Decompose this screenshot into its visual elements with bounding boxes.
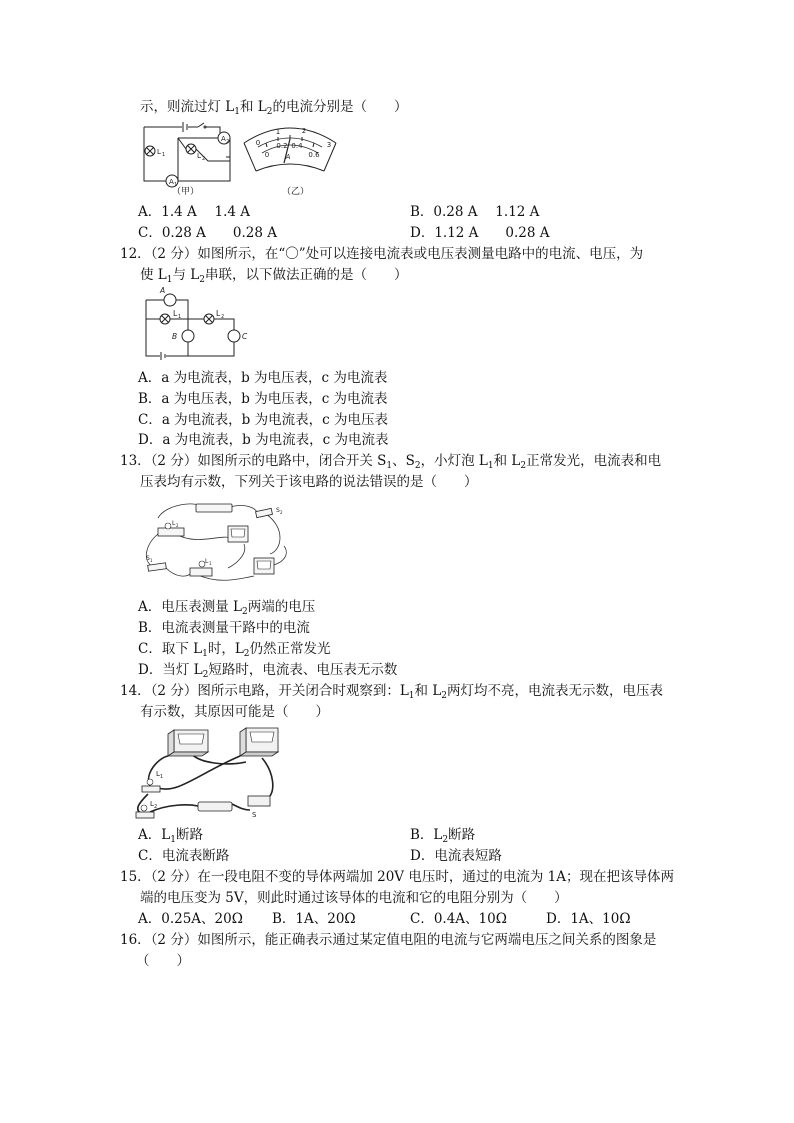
q14-fig-label-l1-sub: 1 bbox=[160, 774, 164, 780]
q12-fig-label-b: B bbox=[172, 332, 178, 341]
q12-fig-label-l2: L bbox=[216, 309, 221, 318]
q12-fig-label-l1-sub: 1 bbox=[178, 314, 182, 320]
q11-meter-top-0: 0 bbox=[255, 139, 261, 147]
q11-meter-top-2: 2 bbox=[301, 127, 307, 135]
q11-fig-label-a2: A bbox=[221, 135, 226, 143]
q12-fig-label-c: C bbox=[242, 332, 248, 341]
q11-meter-bottom-2: 0.4 bbox=[291, 142, 303, 150]
q15-option-a[interactable]: A．0.25A、20Ω bbox=[138, 911, 243, 927]
q13-fig-label-l1-sub: 1 bbox=[209, 561, 212, 566]
q14-stem-line2: 有示数，其原因可能是（ ） bbox=[140, 704, 329, 720]
q13-fig-label-s1-sub: 1 bbox=[150, 558, 153, 563]
q13-stem-line1: 13．（2 分）如图所示的电路中，闭合开关 $S_1$、$S_2$，小灯泡 $L_1$和 $L_2$正常发光，电流表和电 bbox=[120, 453, 662, 471]
q13-stem-line2: 压表均有示数，下列关于该电路的说法错误的是（ ） bbox=[140, 474, 478, 490]
q15-option-c[interactable]: C．0.4A、10Ω bbox=[410, 911, 507, 927]
q11-fig-jia-caption: （甲） bbox=[172, 187, 200, 197]
q15-stem-line2: 端的电压变为 5V，则此时通过该导体的电流和它的电阻分别为（ ） bbox=[140, 890, 568, 906]
q11-fig-label-a2-sub: 2 bbox=[226, 139, 230, 145]
q13-fig-label-s1: S bbox=[146, 555, 150, 562]
q12-figure-circuit bbox=[138, 286, 248, 360]
q12-option-a[interactable]: A．a 为电流表，b 为电压表，c 为电流表 bbox=[138, 370, 388, 386]
q11-fig-yi-caption: （乙） bbox=[282, 187, 310, 197]
q11-option-a[interactable]: A．1.4 A 1.4 A bbox=[138, 204, 251, 220]
q14-option-a[interactable]: A．$L_1$断路 bbox=[138, 827, 203, 845]
q11-meter-bottom-1: 0.2 bbox=[276, 142, 288, 150]
q15-stem-line1: 15．（2 分）在一段电阻不变的导体两端加 20V 电压时，通过的电流为 1A；现在把该导体两 bbox=[120, 869, 674, 885]
q15-option-d[interactable]: D．1A、10Ω bbox=[546, 911, 631, 927]
q12-option-d[interactable]: D．a 为电流表，b 为电流表，c 为电流表 bbox=[138, 432, 389, 448]
q11-fig-label-l2: L bbox=[197, 152, 201, 160]
q11-figure-yi-ammeter-dial bbox=[240, 117, 340, 179]
q13-option-a[interactable]: A．电压表测量 $L_2$两端的电压 bbox=[138, 599, 316, 617]
q12-fig-label-l1: L bbox=[173, 309, 178, 318]
q11-option-d[interactable]: D．1.12 A 0.28 A bbox=[410, 225, 550, 241]
q13-fig-label-l1: L bbox=[205, 558, 209, 565]
q11-meter-top-1: 1 bbox=[275, 128, 281, 136]
q14-option-d[interactable]: D．电流表短路 bbox=[410, 848, 502, 864]
q12-fig-label-a: A bbox=[160, 286, 166, 295]
q11-option-c[interactable]: C．0.28 A 0.28 A bbox=[138, 225, 278, 241]
q12-option-c[interactable]: C．a 为电流表，b 为电流表，c 为电压表 bbox=[138, 412, 388, 428]
q11-meter-bottom-0: 0 bbox=[264, 151, 270, 159]
q11-fig-label-l1-sub: 1 bbox=[162, 152, 166, 158]
q14-fig-label-l2-sub: 2 bbox=[154, 804, 158, 810]
q16-stem-line1: 16．（2 分）如图所示，能正确表示通过某定值电阻的电流与它两端电压之间关系的图象是 bbox=[120, 932, 657, 948]
q13-option-d[interactable]: D．当灯 $L_2$短路时，电流表、电压表无示数 bbox=[138, 662, 398, 680]
q14-option-c[interactable]: C．电流表断路 bbox=[138, 848, 230, 864]
q12-fig-label-l2-sub: 2 bbox=[221, 314, 225, 320]
q14-figure-wiring bbox=[128, 724, 284, 820]
q11-fig-label-a1-sub: 1 bbox=[174, 182, 178, 188]
q15-option-b[interactable]: B．1A、20Ω bbox=[272, 911, 356, 927]
q11-meter-top-3: 3 bbox=[326, 141, 332, 149]
q12-stem-line2: 使 $L_1$与 $L_2$串联，以下做法正确的是（ ） bbox=[140, 267, 408, 285]
q13-fig-label-s2-sub: 2 bbox=[280, 510, 283, 515]
q13-option-c[interactable]: C．取下 $L_1$时，$L_2$仍然正常发光 bbox=[138, 641, 331, 659]
q11-meter-unit: A bbox=[285, 153, 291, 161]
q13-option-b[interactable]: B．电流表测量干路中的电流 bbox=[138, 620, 310, 636]
q11-fig-label-a1: A bbox=[169, 178, 174, 186]
q14-stem-line1: 14．（2 分）图所示电路，开关闭合时观察到：$L_1$和 $L_2$两灯均不亮，电流表无示数，电压表 bbox=[120, 683, 664, 701]
q14-fig-label-s: S bbox=[252, 811, 257, 819]
q16-stem-line2: （ ） bbox=[136, 953, 190, 969]
q13-fig-label-s2: S bbox=[276, 507, 280, 514]
q11-option-b[interactable]: B．0.28 A 1.12 A bbox=[410, 204, 540, 220]
q13-figure-wiring bbox=[136, 494, 292, 584]
q13-fig-label-l2-sub: 2 bbox=[176, 523, 179, 528]
q11-fig-label-l1: L bbox=[157, 148, 161, 156]
q11-stem-tail: 示，则流过灯 $L_1$和 $L_2$的电流分别是（ ） bbox=[140, 99, 408, 117]
q12-stem-line1: 12．（2 分）如图所示，在“〇”处可以连接电流表或电压表测量电路中的电流、电压，为 bbox=[120, 246, 644, 262]
q14-fig-label-l2: L bbox=[150, 800, 154, 808]
q11-fig-label-l2-sub: 2 bbox=[202, 156, 206, 162]
q12-option-b[interactable]: B．a 为电压表，b 为电压表，c 为电流表 bbox=[138, 391, 388, 407]
q14-option-b[interactable]: B．$L_2$断路 bbox=[410, 827, 476, 845]
q13-fig-label-l2: L bbox=[172, 520, 176, 527]
q11-meter-bottom-3: 0.6 bbox=[308, 151, 320, 159]
q14-fig-label-l1: L bbox=[156, 770, 160, 778]
